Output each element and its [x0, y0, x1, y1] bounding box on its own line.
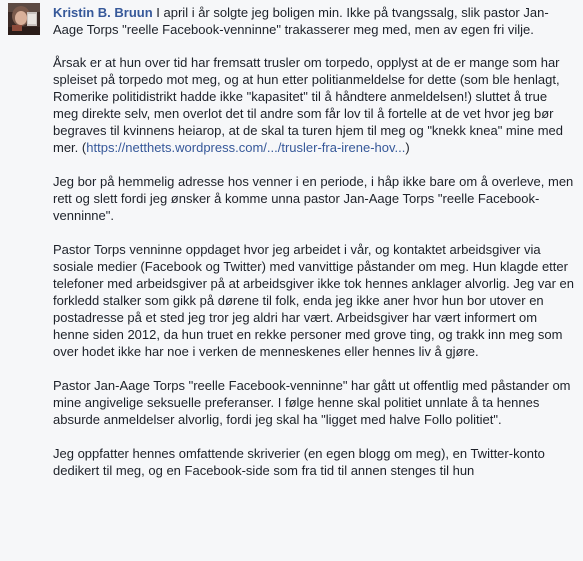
comment-body [53, 4, 575, 496]
netthets-article-link[interactable]: https://netthets.wordpress.com/.../trusler-fra-irene-hov... [86, 140, 406, 155]
avatar-photo-icon [8, 3, 40, 35]
comment-paragraph-5: Pastor Jan-Aage Torps "reelle Facebook-venninne" har gått ut offentlig med påstander om mine angivelige seksuelle preferanser. I følge henne skal politiet unnlate å ta hennes absurde anmeldelser alvorlig, fordi jeg skal ha "ligget med halve Follo politiet". [53, 378, 571, 427]
link-close-paren: ) [405, 140, 410, 155]
link-open-paren: ( [81, 140, 87, 155]
comment-paragraph-2 [53, 54, 575, 156]
comment-paragraph-4: Pastor Torps venninne oppdaget hvor jeg arbeidet i vår, og kontaktet arbeidsgiver via sosiale medier (Facebook og Twitter) med vanvittige påstander om meg. Hun klagde etter telefoner med arbeidsgiver på at arbeidsgiver ikke tok hennes anklager alvorlig. Jeg var en forkledd stalker som gikk på dørene til folk, enda jeg ikke aner hvor hun bor utover en postadresse på et sted jeg tror jeg aldri har vært. Arbeidsgiver har vært informert om henne siden 2012, da hun truet en rekke personer med grove ting, og trakk inn meg som over hodet ikke har noe i verken de menneskenes eller hennes liv å gjøre. [53, 242, 575, 359]
comment-paragraph-1 [53, 4, 575, 38]
comment-paragraph-3: Jeg bor på hemmelig adresse hos venner i en periode, i håp ikke bare om å overleve, men rett og slett fordi jeg ønsker å komme unna pastor Jan-Aage Torps "reelle Facebook-venninne". [53, 174, 574, 223]
profile-photo-avatar[interactable] [8, 3, 40, 35]
comment-paragraph-6: Jeg oppfatter hennes omfattende skriverier (en egen blogg om meg), en Twitter-konto dedikert til meg, og en Facebook-side som fra tid til annen stenges til hun [53, 446, 545, 478]
comment-author-link[interactable]: Kristin B. Bruun [53, 5, 153, 20]
comment-paragraph-1-text: I april i år solgte jeg boligen min. Ikke på tvangssalg, slik pastor Jan-Aage Torps "reelle Facebook-venninne" trakasserer meg med, men av egen fri vilje. [53, 5, 549, 37]
comment-paragraph-2-text: Årsak er at hun over tid har fremsatt trusler om torpedo, opplyst at de er mange som har spleiset på torpedo mot meg, og at hun etter politianmeldelse for dette (som ble henlagt, Romerike politidistrikt hadde ikke "kapasitet" til å håndtere anmeldelsen!) sluttet å true meg direkte selv, men overlot det til andre som får lov til å fortelle at de vet hvor jeg bør begraves til kvinnens heiarop, at de skal ta turen hjem til meg og "knekk knea" mine med mer. [53, 55, 563, 155]
